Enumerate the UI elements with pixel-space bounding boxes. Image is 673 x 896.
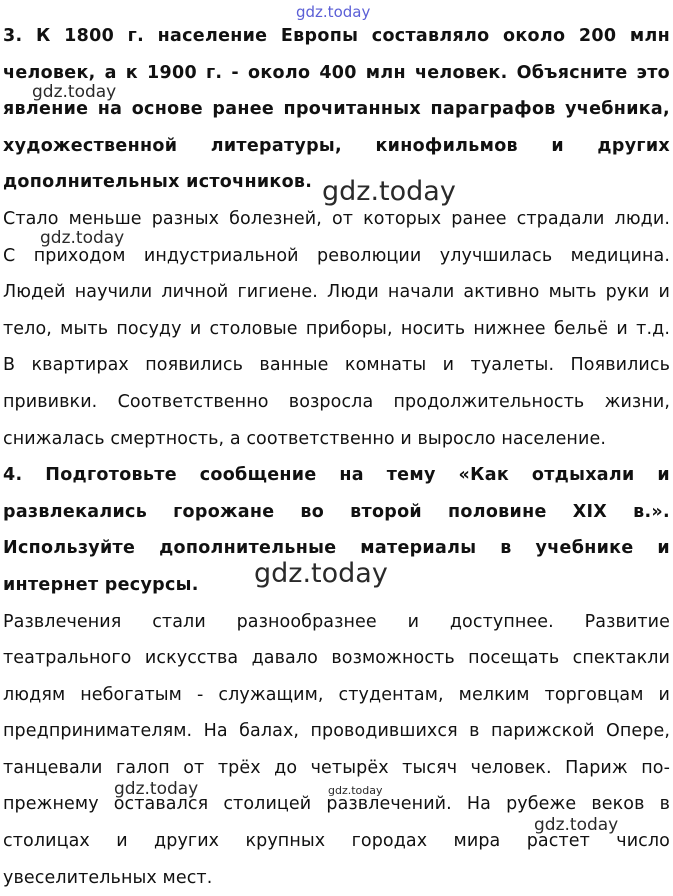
question-4-line-1: 4. Подготовьте сообщение на тему «Как отдыхали и xyxy=(3,465,670,486)
answer-4-line-5: танцевали галоп от трёх до четырёх тысяч человек. Париж по- xyxy=(3,757,670,778)
question-3-line-2: человек, а к 1900 г. - около 400 млн человек. Объясните это xyxy=(3,62,670,83)
document-page xyxy=(3,18,670,896)
question-4-line-3: Используйте дополнительные материалы в учебнике и xyxy=(3,538,670,559)
question-3-line-1: 3. К 1800 г. население Европы составляло около 200 млн xyxy=(3,26,670,46)
watermark: gdz.today xyxy=(254,558,388,589)
watermark: gdz.today xyxy=(328,784,383,797)
watermark: gdz.today xyxy=(322,176,456,207)
answer-4-line-3: людям небогатым - служащим, студентам, мелким торговцам и xyxy=(3,684,670,705)
answer-3-line-3: Людей научили личной гигиене. Люди начали активно мыть руки и xyxy=(3,282,670,303)
answer-3-line-7: снижалась смертность, а соответственно и выросло население. xyxy=(3,428,606,449)
answer-4-line-6: прежнему оставался столицей развлечений. На рубеже веков в xyxy=(3,794,670,815)
answer-4-line-8: увеселительных мест. xyxy=(3,867,213,888)
answer-3-line-6: прививки. Соответственно возросла продолжительность жизни, xyxy=(3,391,670,412)
answer-4-line-2: театрального искусства давало возможность посещать спектакли xyxy=(3,648,670,669)
question-4-line-2: развлекались горожане во второй половине XIX в.». xyxy=(3,501,670,522)
watermark-top: gdz.today xyxy=(296,3,371,21)
watermark: gdz.today xyxy=(40,228,125,248)
answer-3-line-4: тело, мыть посуду и столовые приборы, носить нижнее бельё и т.д. xyxy=(3,318,670,339)
watermark: gdz.today xyxy=(32,82,117,102)
watermark: gdz.today xyxy=(114,779,199,799)
answer-3-line-1: Стало меньше разных болезней, от которых ранее страдали люди. xyxy=(3,208,670,229)
answer-3-line-5: В квартирах появились ванные комнаты и туалеты. Появились xyxy=(3,355,670,376)
question-4-line-4: интернет ресурсы. xyxy=(3,574,199,595)
answer-3-line-2: С приходом индустриальной революции улучшилась медицина. xyxy=(3,245,670,266)
question-3-line-4: художественной литературы, кинофильмов и других xyxy=(3,135,670,156)
question-3-line-3: явление на основе ранее прочитанных параграфов учебника, xyxy=(3,99,670,120)
answer-4-line-7: столицах и других крупных городах мира растет число xyxy=(3,831,670,852)
watermark: gdz.today xyxy=(534,815,619,835)
answer-4-line-4: предпринимателям. На балах, проводившихся в парижской Опере, xyxy=(3,721,670,742)
question-3-line-5: дополнительных источников. xyxy=(3,172,313,193)
answer-4-line-1: Развлечения стали разнообразнее и доступнее. Развитие xyxy=(3,611,670,632)
